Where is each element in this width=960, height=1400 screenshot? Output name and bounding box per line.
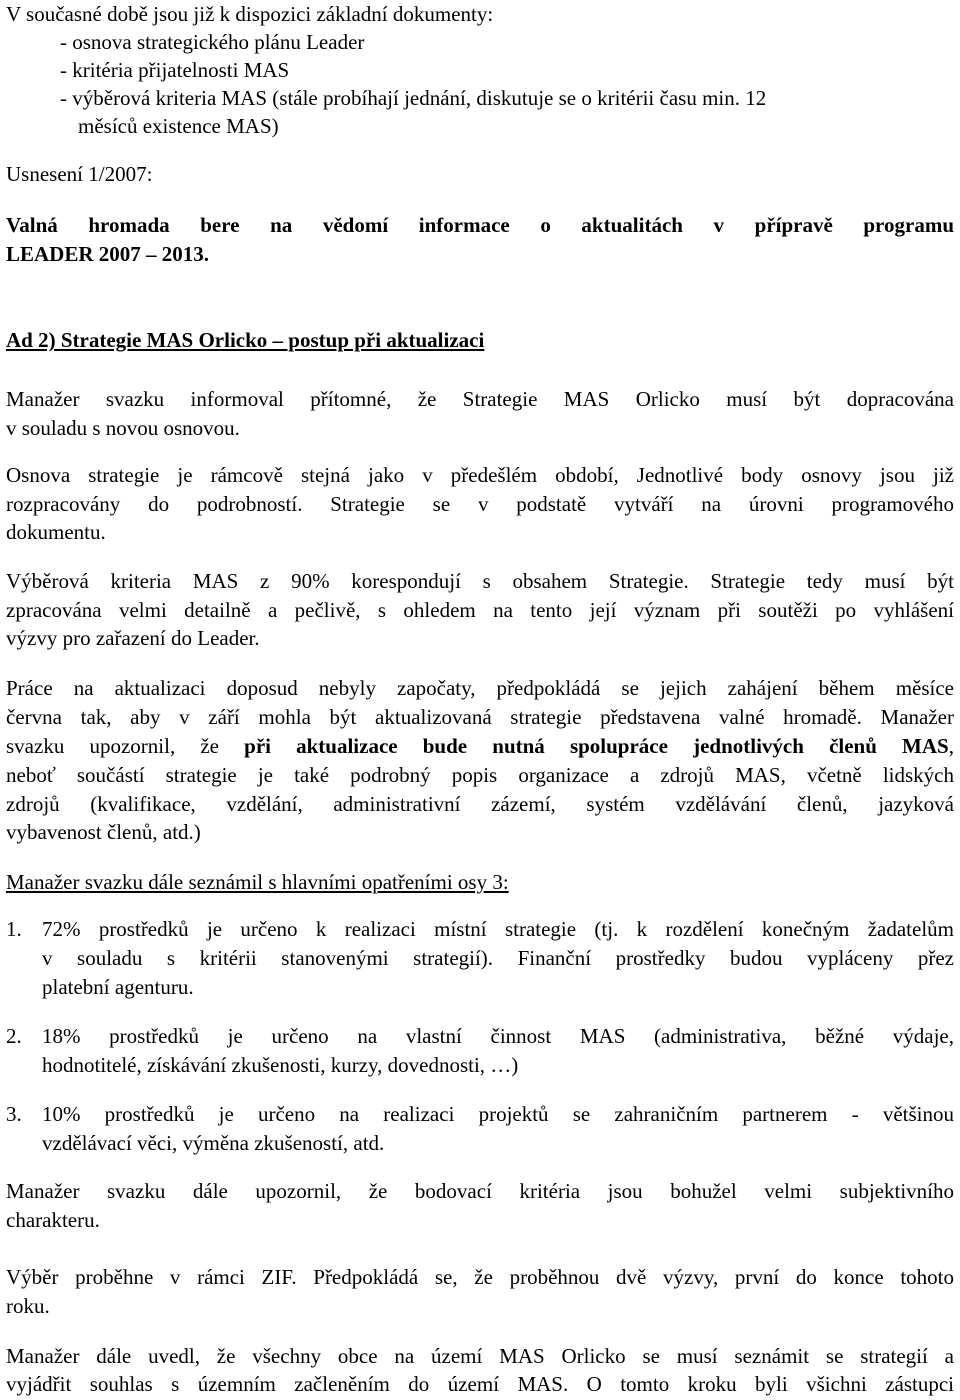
closing-1-line2: charakteru. — [6, 1208, 100, 1232]
axis3-heading: Manažer svazku dále seznámil s hlavními opatřeními osy 3: — [6, 870, 509, 894]
paragraph-4-emphasis: při aktualizace bude nutná spolupráce jednotlivých členů MAS — [244, 734, 949, 758]
axis3-item-2-line2: hodnotitelé, získávání zkušenosti, kurzy, dovednosti, …) — [42, 1053, 519, 1077]
intro-heading: V současné době jsou již k dispozici základní dokumenty: — [6, 2, 494, 26]
paragraph-1-line2: v souladu s novou osnovou. — [6, 416, 240, 440]
paragraph-2-line2: rozpracovány do podrobností. Strategie se v podstatě vytváří na úrovni programového — [6, 492, 954, 516]
closing-2-line1: Výběr proběhne v rámci ZIF. Předpokládá se, že proběhnou dvě výzvy, první do konce tohoto — [6, 1265, 954, 1289]
paragraph-3-line2: zpracována velmi detailně a pečlivě, s ohledem na tento její význam při soutěži po vyhlášení — [6, 598, 954, 622]
closing-2-line2: roku. — [6, 1294, 50, 1318]
closing-3-line1: Manažer dále uvedl, že všechny obce na území MAS Orlicko se musí seznámit se strategií a — [6, 1344, 954, 1368]
axis3-item-3-line2: vzdělávací věci, výměna zkušeností, atd. — [42, 1131, 385, 1155]
paragraph-4-line1: Práce na aktualizaci doposud nebyly započaty, předpokládá se jejich zahájení během měsíce — [6, 676, 954, 700]
paragraph-3-line1: Výběrová kriteria MAS z 90% korespondují s obsahem Strategie. Strategie tedy musí být — [6, 569, 954, 593]
paragraph-4-line6: vybavenost členů, atd.) — [6, 820, 201, 844]
axis3-item-2-line1: 18% prostředků je určeno na vlastní činnost MAS (administrativa, běžné výdaje, — [42, 1024, 954, 1048]
paragraph-4-line4: neboť součástí strategie je také podrobný popis organizace a zdrojů MAS, včetně lidských — [6, 763, 954, 787]
intro-item-selection-criteria: - výběrová kriteria MAS (stále probíhají jednání, diskutuje se o kritérii času min. 12 — [60, 86, 767, 110]
resolution-label: Usnesení 1/2007: — [6, 162, 153, 186]
axis3-item-1-number: 1. — [6, 917, 22, 941]
intro-item-strategic-plan: - osnova strategického plánu Leader — [60, 30, 365, 54]
section-heading: Ad 2) Strategie MAS Orlicko – postup při aktualizaci — [6, 328, 485, 352]
intro-item-acceptability-criteria: - kritéria přijatelnosti MAS — [60, 58, 290, 82]
paragraph-2-line3: dokumentu. — [6, 520, 106, 544]
paragraph-4-line3-pre: svazku upozornil, že — [6, 734, 245, 758]
axis3-item-1-line1: 72% prostředků je určeno k realizaci místní strategie (tj. k rozdělení konečným žadatelům — [42, 917, 954, 941]
resolution-text-line1: Valná hromada bere na vědomí informace o aktualitách v přípravě programu — [6, 213, 954, 237]
axis3-item-1-line3: platební agenturu. — [42, 975, 194, 999]
axis3-item-3-line1: 10% prostředků je určeno na realizaci projektů se zahraničním partnerem - většinou — [42, 1102, 954, 1126]
paragraph-1-line1: Manažer svazku informoval přítomné, že Strategie MAS Orlicko musí být dopracována — [6, 387, 954, 411]
axis3-item-1-line2: v souladu s kritérii stanovenými strategií). Finanční prostředky budou vypláceny přez — [42, 946, 954, 970]
closing-1-line1: Manažer svazku dále upozornil, že bodovací kritéria jsou bohužel velmi subjektivního — [6, 1179, 954, 1203]
intro-item-selection-criteria-cont: měsíců existence MAS) — [78, 114, 279, 138]
resolution-text-line2: LEADER 2007 – 2013. — [6, 242, 210, 266]
axis3-item-2-number: 2. — [6, 1024, 22, 1048]
paragraph-4-line3-post: , — [948, 734, 954, 758]
paragraph-4-line5: zdrojů (kvalifikace, vzdělání, administrativní zázemí, systém vzdělávání členů, jazyková — [6, 792, 954, 816]
paragraph-2-line1: Osnova strategie je rámcově stejná jako v předešlém období, Jednotlivé body osnovy jsou již — [6, 463, 954, 487]
paragraph-4-line2: června tak, aby v září mohla být aktualizovaná strategie představena valné hromadě. Manažer — [6, 705, 954, 729]
paragraph-4-line3 — [6, 732, 954, 760]
axis3-item-3-number: 3. — [6, 1102, 22, 1126]
closing-3-line2: vyjádřit souhlas s územním začleněním do území MAS. O tomto kroku byli všichni zástupci — [6, 1372, 954, 1396]
paragraph-3-line3: výzvy pro zařazení do Leader. — [6, 626, 260, 650]
